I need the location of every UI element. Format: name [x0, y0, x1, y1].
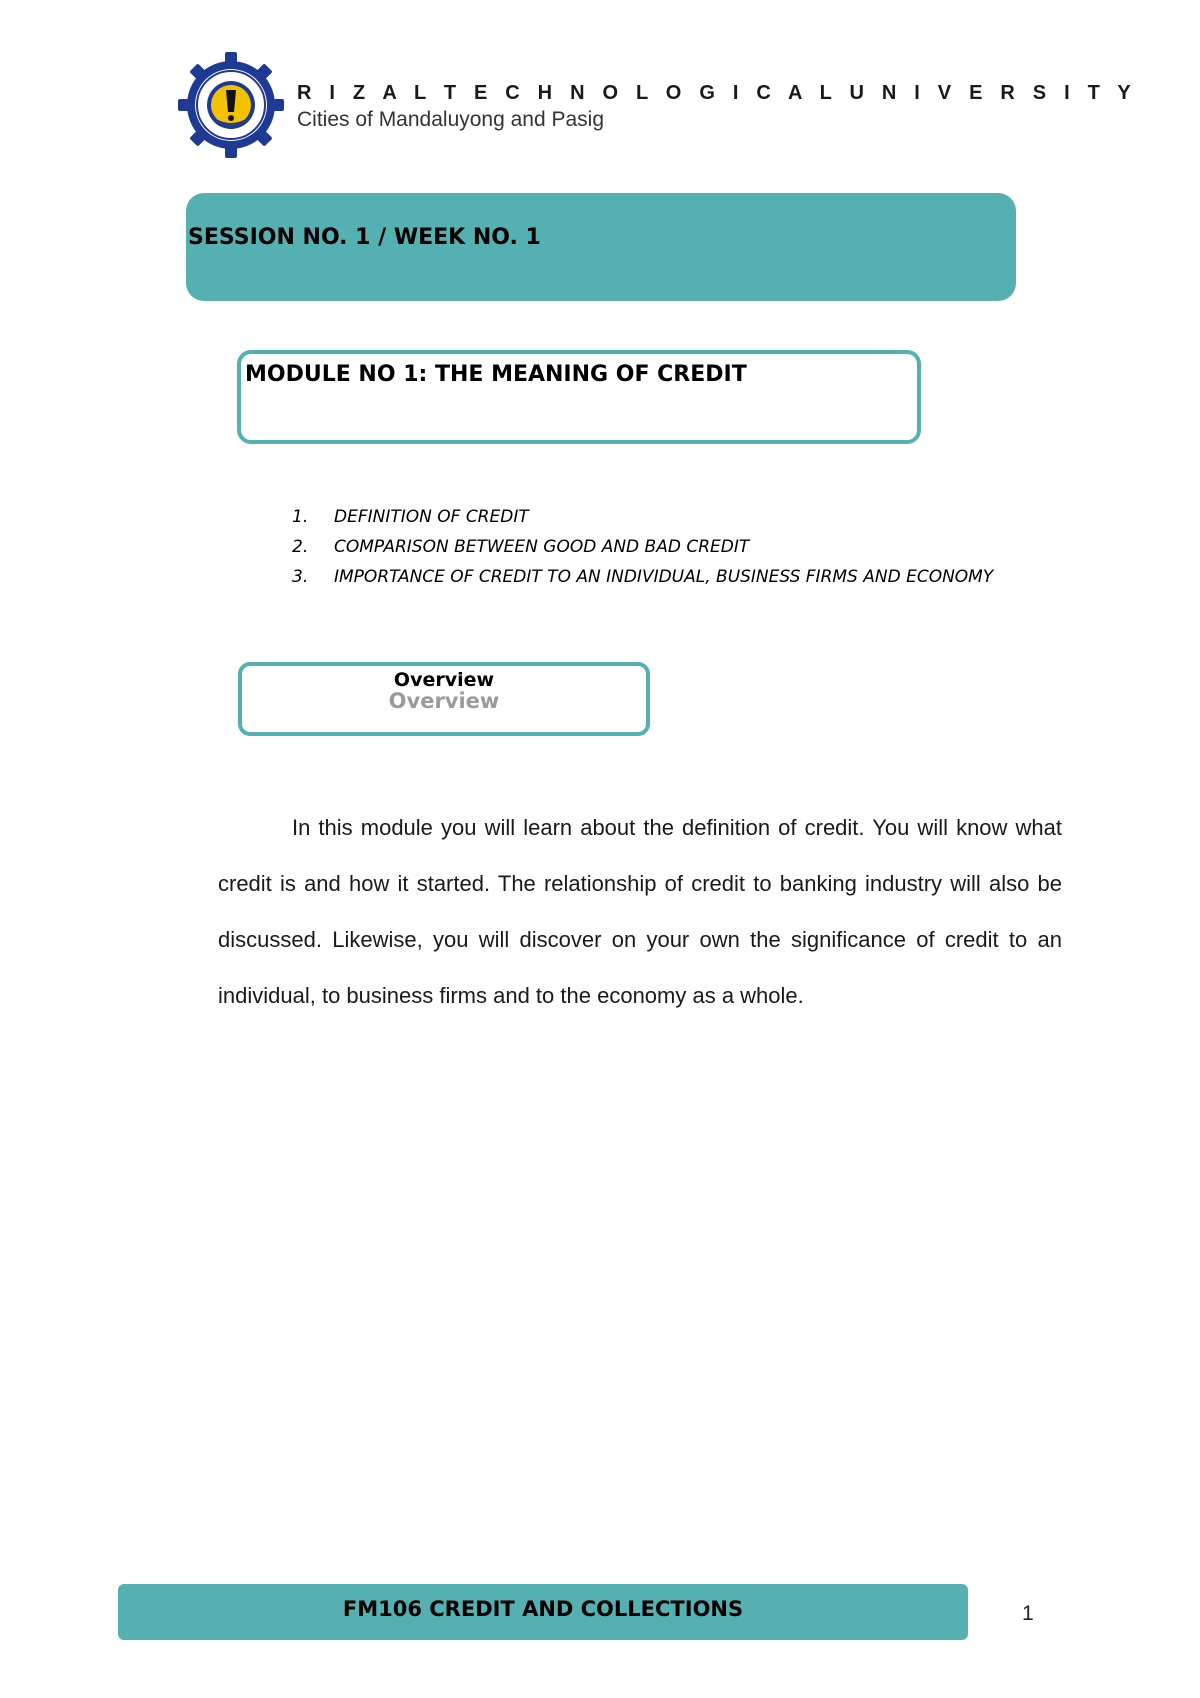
university-name: R I Z A L T E C H N O L O G I C A L U N I V E R S I T Y: [297, 82, 1137, 104]
session-banner: [186, 193, 1016, 301]
topic-text: COMPARISON BETWEEN GOOD AND BAD CREDIT: [334, 537, 750, 557]
footer-bar: [118, 1584, 968, 1640]
university-cities: Cities of Mandaluyong and Pasig: [297, 108, 605, 131]
topic-text: DEFINITION OF CREDIT: [334, 507, 529, 527]
overview-label-shadow: Overview: [388, 689, 500, 713]
overview-label: Overview: [393, 669, 495, 691]
page-number: 1: [1022, 1602, 1034, 1625]
module-title: MODULE NO 1: THE MEANING OF CREDIT: [245, 362, 747, 387]
topic-number: 1.: [292, 507, 309, 527]
topic-text: IMPORTANCE OF CREDIT TO AN INDIVIDUAL, BUSINESS FIRMS AND ECONOMY: [334, 567, 994, 587]
university-seal-icon: [176, 50, 286, 160]
topic-number: 3.: [292, 567, 309, 587]
overview-box: [238, 662, 650, 736]
topic-number: 2.: [292, 537, 309, 557]
list-item: [292, 532, 993, 562]
list-item: [292, 502, 993, 532]
course-title: FM106 CREDIT AND COLLECTIONS: [342, 1597, 744, 1621]
overview-paragraph: In this module you will learn about the definition of credit. You will know what credit is and how it started. The relationship of credit to banking industry will also be discussed. Likewise, you will discover on your own the significance of credit to an individual, to business firms and to the economy as a whole.: [218, 815, 1062, 1008]
list-item: [292, 562, 993, 592]
module-box: [237, 350, 921, 444]
session-title: SESSION NO. 1 / WEEK NO. 1: [188, 225, 541, 250]
topic-list: [292, 502, 993, 592]
